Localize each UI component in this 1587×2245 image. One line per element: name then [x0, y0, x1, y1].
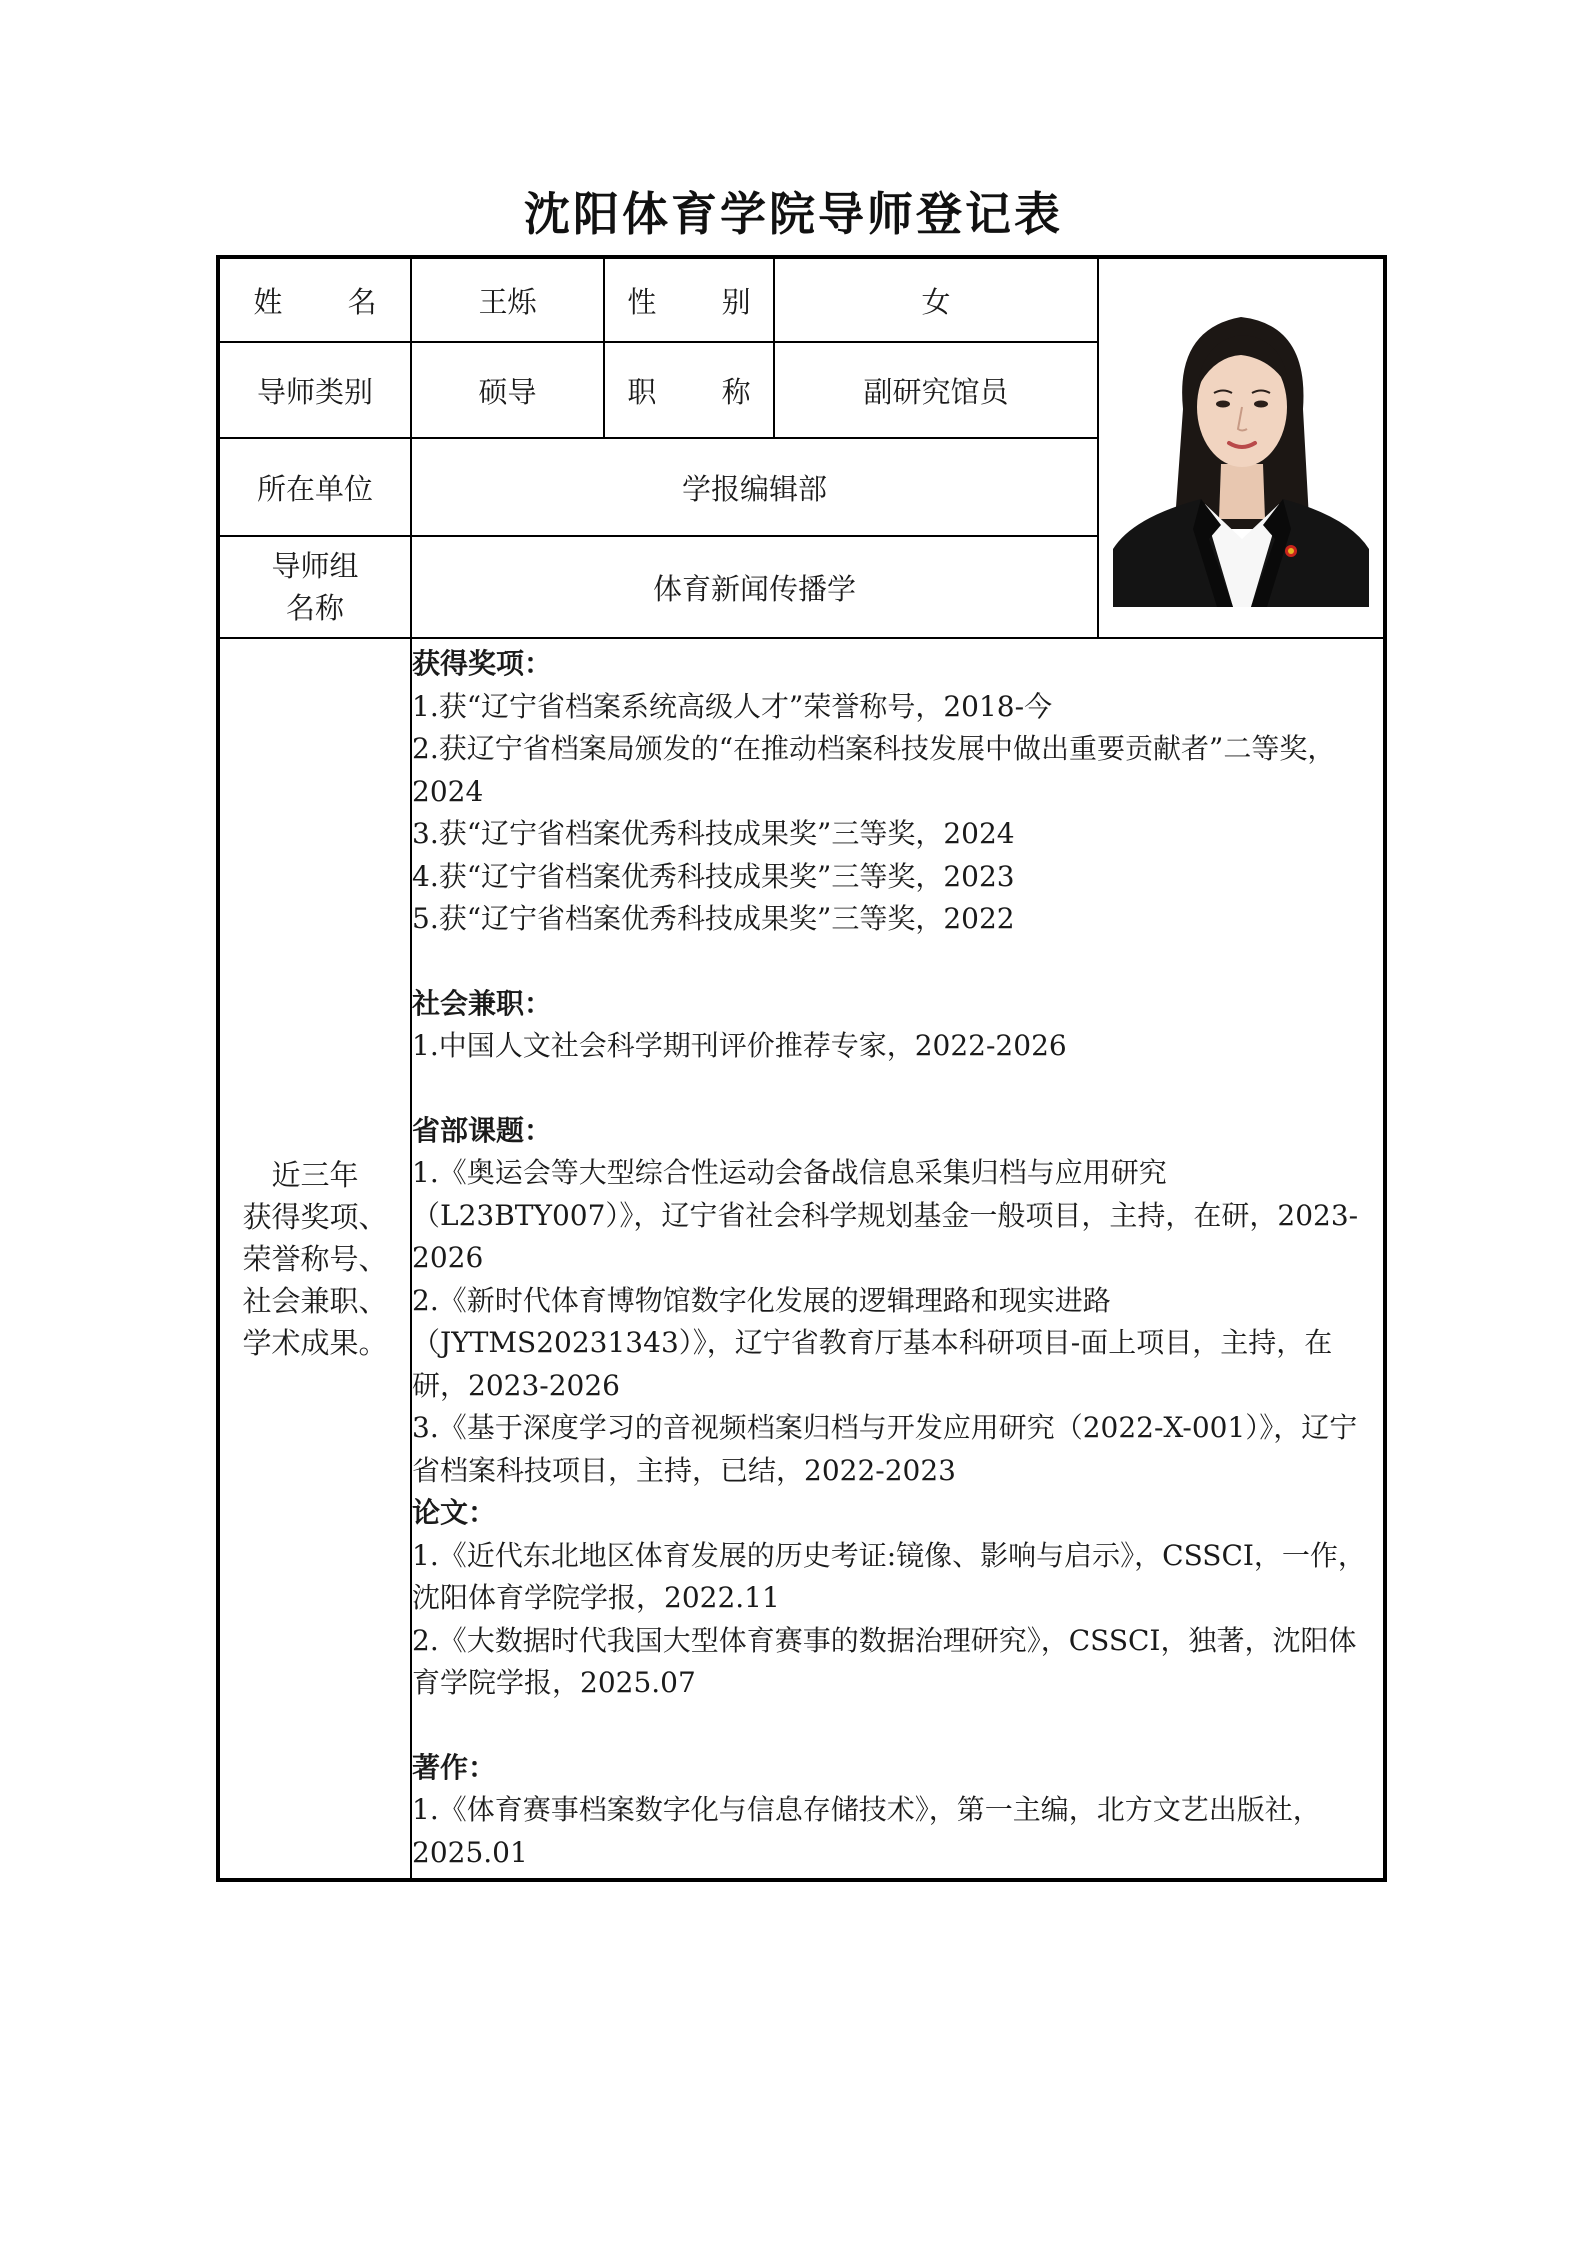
spacer [412, 1705, 1383, 1747]
awards-title: 获得奖项： [412, 647, 553, 680]
name-label-cell [218, 257, 411, 342]
achievements-label-line4: 社会兼职、 [242, 1283, 388, 1318]
achievements-label-line1: 近三年 [271, 1157, 359, 1192]
rank-value: 副研究馆员 [774, 342, 1098, 438]
name-value: 王烁 [411, 257, 604, 342]
name-label: 姓 名 [253, 284, 405, 319]
paper-item: 1.《近代东北地区体育发展的历史考证:镜像、影响与启示》，CSSCI，一作，沈阳体育学院学报，2022.11 [412, 1538, 1366, 1614]
projects-title: 省部课题： [412, 1113, 553, 1147]
group-label-line1: 导师组 [271, 549, 359, 583]
spacer [412, 941, 1383, 983]
unit-label: 所在单位 [218, 438, 411, 536]
type-label: 导师类别 [218, 342, 411, 438]
award-item: 4.获“辽宁省档案优秀科技成果奖”三等奖，2023 [412, 859, 1015, 893]
unit-value: 学报编辑部 [411, 438, 1098, 536]
social-item: 1.中国人文社会科学期刊评价推荐专家，2022-2026 [412, 1029, 1067, 1062]
type-value: 硕导 [411, 342, 604, 438]
group-value: 体育新闻传播学 [411, 536, 1098, 638]
achievements-label-line2: 获得奖项、 [242, 1199, 388, 1234]
award-item: 2.获辽宁省档案局颁发的“在推动档案科技发展中做出重要贡献者”二等奖，2024 [412, 732, 1336, 808]
spacer [412, 1068, 1383, 1110]
award-item: 5.获“辽宁省档案优秀科技成果奖”三等奖，2022 [412, 902, 1015, 935]
project-item: 1.《奥运会等大型综合性运动会备战信息采集归档与应用研究（L23BTY007）》，辽宁省社会科学规划基金一般项目，主持，在研，2023-2026 [412, 1156, 1359, 1274]
page-title: 沈阳体育学院导师登记表 [524, 187, 1063, 241]
paper-item: 2.《大数据时代我国大型体育赛事的数据治理研究》，CSSCI，独著，沈阳体育学院学报，2025.07 [412, 1623, 1357, 1699]
award-item: 3.获“辽宁省档案优秀科技成果奖”三等奖，2024 [412, 817, 1015, 850]
books-title: 著作： [412, 1750, 497, 1784]
social-title: 社会兼职： [412, 986, 553, 1020]
photo-cell [1098, 257, 1385, 638]
achievements-label-line5: 学术成果。 [242, 1325, 388, 1360]
achievements-label-line3: 荣誉称号、 [242, 1241, 388, 1276]
papers-title: 论文： [412, 1496, 497, 1529]
project-item: 2.《新时代体育博物馆数字化发展的逻辑理路和现实进路（JYTMS20231343）》，辽宁省教育厅基本科研项目-面上项目，主持，在研，2023-2026 [412, 1283, 1333, 1402]
registration-form [216, 255, 1387, 1882]
award-item: 1.获“辽宁省档案系统高级人才”荣誉称号，2018-今 [412, 689, 1053, 723]
book-item: 1.《体育赛事档案数字化与信息存储技术》，第一主编，北方文艺出版社，2025.01 [412, 1793, 1321, 1869]
achievements-label [242, 1154, 387, 1364]
project-item: 3.《基于深度学习的音视频档案归档与开发应用研究（2022-X-001）》，辽宁省档案科技项目，主持，已结，2022-2023 [412, 1411, 1358, 1487]
portrait-photo [1113, 289, 1369, 607]
gender-value: 女 [774, 257, 1098, 342]
group-label-cell [218, 536, 411, 638]
group-label-line2: 名称 [285, 591, 344, 625]
achievements-label-cell [218, 638, 411, 1880]
gender-label: 性 别 [627, 284, 779, 319]
gender-label-cell [604, 257, 779, 342]
rank-label-cell [604, 342, 779, 438]
achievements-content [411, 638, 1385, 1880]
rank-label: 职 称 [627, 374, 779, 409]
